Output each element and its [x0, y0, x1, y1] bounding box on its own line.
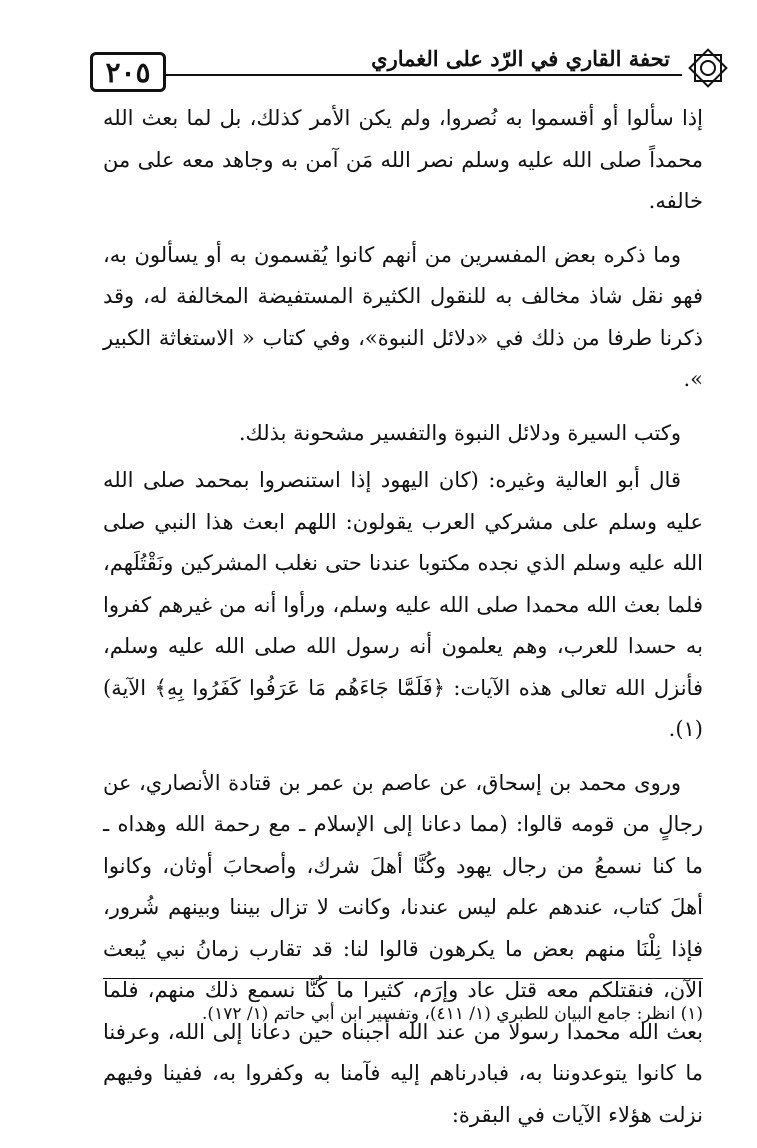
paragraph-4: قال أبو العالية وغيره: (كان اليهود إذا استنصروا بمحمد صلى الله عليه وسلم على مشركي العرب يقولون: اللهم ابعث هذا النبي صلى الله عليه وسلم الذي نجده مكتوبا عندنا حتى نغلب المشركين ونَقْتُلَهم، فلما بعث الله محمدا صلى الله عليه وسلم، ورأوا أنه من غيرهم كفروا به حسدا للعرب، وهم يعلمون أنه رسول الله صلى الله عليه وسلم، فأنزل الله تعالى هذه الآيات: ﴿فَلَمَّا جَاءَهُم مَا عَرَفُوا كَفَرُوا بِهِ﴾ الآية)(١).: [103, 468, 703, 741]
page-number: ٢٠٥: [105, 55, 151, 89]
page-number-box: [90, 52, 166, 92]
body-text: [103, 98, 703, 1148]
running-title: تحفة القاري في الرّد على الغماري: [365, 46, 676, 71]
paragraph-1: إذا سألوا أو أقسموا به نُصروا، ولم يكن الأمر كذلك، بل لما بعث الله محمداً صلى الله عليه وسلم نصر الله مَن آمن به وجاهد معه على من خالفه.: [103, 106, 703, 213]
footnote-separator: [103, 978, 703, 979]
paragraph-5: وروى محمد بن إسحاق، عن عاصم بن عمر بن قتادة الأنصاري، عن رجالٍ من قومه قالوا: (مما دعانا إلى الإسلام ـ مع رحمة الله وهداه ـ ما كنا نسمعُ من رجال يهود وكُنَّا أهلَ شرك، وأصحابَ أوثان، وكانوا أهلَ كتاب، عندهم علم ليس عندنا، وكانت لا تزال بيننا وبينهم شُرور، فإذا نِلْنَا منهم بعض ما يكرهون قالوا لنا: قد تقارب زمانُ نبي يُبعث الآن، فنقتلكم معه قتل عاد وإرَم، كثيرا ما كُنَّا نسمع ذلك منهم، فلما بعث الله محمدا رسولا من عند الله أجبناه حين دعانا إلى الله، وعرفنا ما كانوا يتوعدوننا به، فبادرناهم إليه فآمنا به وكفروا به، ففينا وفيهم نزلت هؤلاء الآيات في البقرة:: [103, 770, 703, 1127]
paragraph-3: وكتب السيرة ودلائل النبوة والتفسير مشحونة بذلك.: [238, 420, 681, 445]
page-header: [90, 40, 730, 100]
paragraph-2: وما ذكره بعض المفسرين من أنهم كانوا يُقسمون به أو يسألون به، فهو نقل شاذ مخالف به للنقول الكثيرة المستفيضة المخالفة له، وقد ذكرنا طرفا من ذلك في «دلائل النبوة»، وفي كتاب « الاستغاثة الكبير ».: [103, 242, 703, 391]
footnote: (١) انظر: جامع البيان للطبري (١/ ٤١١)، وتفسير ابن أبي حاتم (١/ ١٧٢).: [202, 1004, 703, 1024]
ornament-star-icon: [686, 46, 730, 90]
header-rule: [164, 74, 682, 76]
